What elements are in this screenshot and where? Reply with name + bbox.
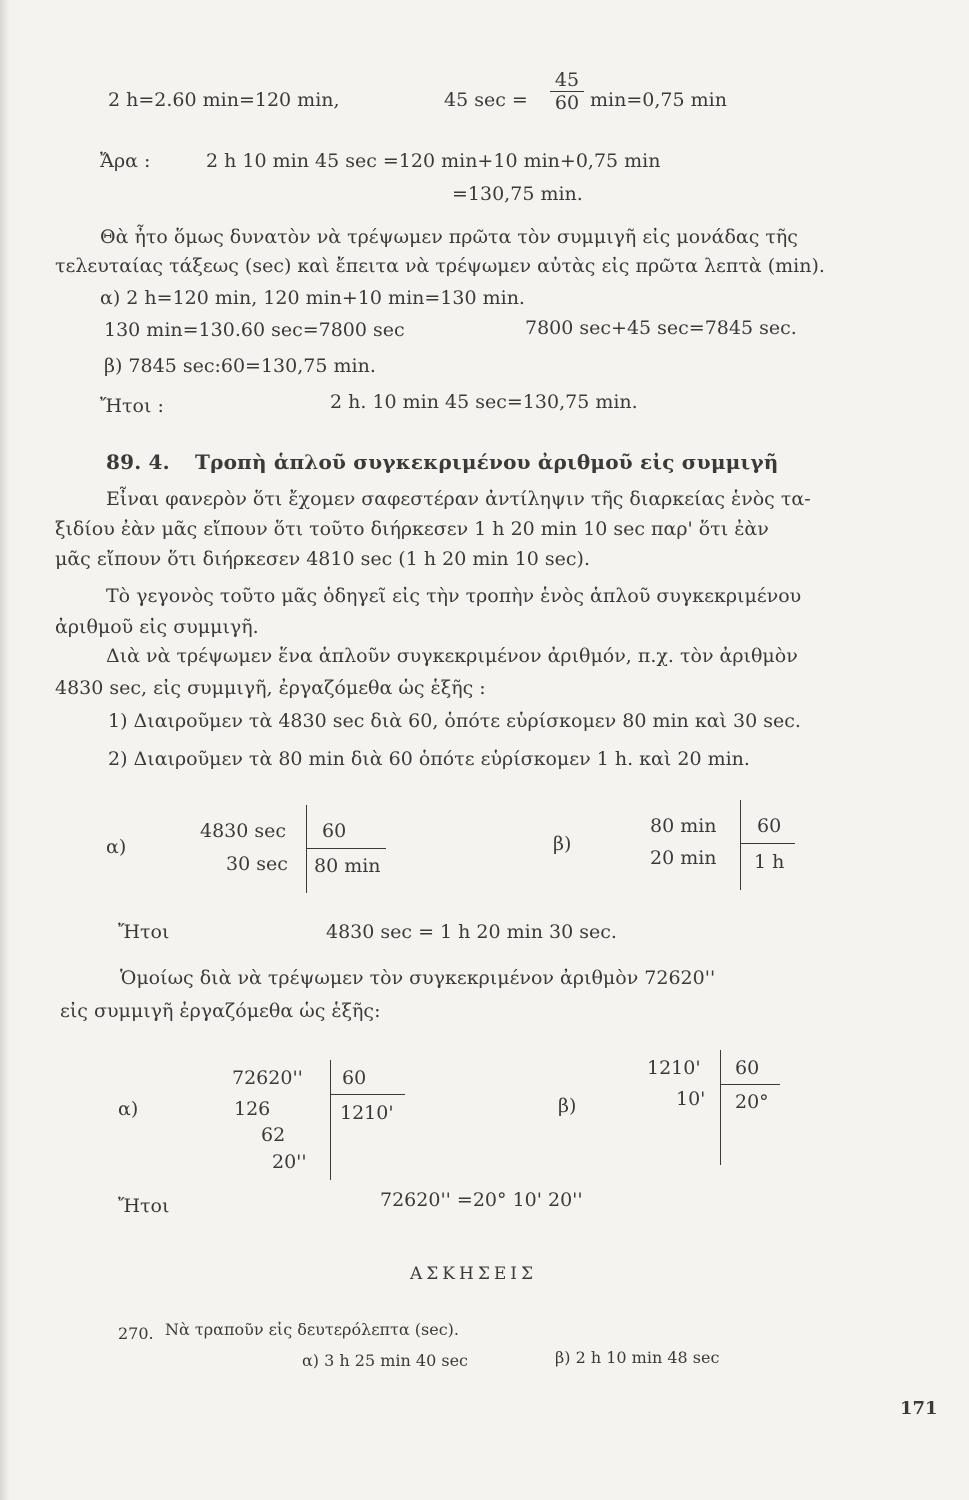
equation-minutes-result: min=0,75 min <box>590 89 727 111</box>
ara-label: Ἄρα : <box>100 150 151 172</box>
paragraph-line: Ὁμοίως διὰ νὰ τρέψωμεν τὸν συγκεκριμένον ἀριθμὸν 72620'' <box>120 967 716 989</box>
division-beta-label: β) <box>558 1095 577 1117</box>
exercise-number: 270. <box>118 1324 154 1343</box>
ara-result: =130,75 min. <box>452 183 583 205</box>
paragraph-line: Εἶναι φανερὸν ὅτι ἔχομεν σαφεστέραν ἀντίληψιν τῆς διαρκείας ἑνὸς τα- <box>106 488 811 510</box>
etoi-label: Ἤτοι : <box>100 395 164 417</box>
paragraph-line: μᾶς εἴπουν ὅτι διήρκεσεν 4810 sec (1 h 20 min 10 sec). <box>55 548 590 570</box>
ara-expression: 2 h 10 min 45 sec =120 min+10 min+0,75 min <box>206 150 661 172</box>
step-alpha-line: α) 2 h=120 min, 120 min+10 min=130 min. <box>100 287 525 309</box>
division-vertical-line <box>330 1060 331 1180</box>
paragraph-line: Τὸ γεγονὸς τοῦτο μᾶς ὁδηγεῖ εἰς τὴν τροπὴν ἑνὸς ἁπλοῦ συγκεκριμένου <box>106 585 802 607</box>
fraction-denominator: 60 <box>554 92 580 114</box>
step-beta-line: β) 7845 sec:60=130,75 min. <box>104 355 376 377</box>
division-divisor: 60 <box>322 820 347 842</box>
division-quotient: 20° <box>735 1091 769 1113</box>
division-quotient: 1210' <box>340 1102 394 1124</box>
step-seconds-line: 130 min=130.60 sec=7800 sec <box>104 319 405 341</box>
division-divisor: 60 <box>757 815 782 837</box>
exercise-text: Νὰ τραποῦν εἰς δευτερόλεπτα (sec). <box>165 1320 459 1339</box>
step-one: 1) Διαιροῦμεν τὰ 4830 sec διὰ 60, ὁπότε εὑρίσκομεν 80 min καὶ 30 sec. <box>108 710 801 732</box>
page-edge-shadow <box>0 0 10 1500</box>
paragraph-line: Διὰ νὰ τρέψωμεν ἕνα ἁπλοῦν συγκεκριμένον ἀριθμόν, π.χ. τὸν ἀριθμὸν <box>106 645 798 667</box>
division-alpha-label: α) <box>118 1098 139 1120</box>
division-dividend: 1210' <box>647 1057 701 1079</box>
division-beta-label: β) <box>553 833 572 855</box>
division-quotient: 1 h <box>754 851 785 873</box>
division-vertical-line <box>740 800 741 890</box>
division-remainder: 126 <box>234 1098 271 1120</box>
division-divisor: 60 <box>342 1067 367 1089</box>
result-expression: 4830 sec = 1 h 20 min 30 sec. <box>326 921 617 943</box>
division-horizontal-line <box>306 848 386 849</box>
division-horizontal-line <box>740 843 795 844</box>
exercise-option-a: α) 3 h 25 min 40 sec <box>302 1351 468 1370</box>
division-remainder: 10' <box>676 1088 706 1110</box>
equation-hours-to-minutes: 2 h=2.60 min=120 min, <box>108 89 340 111</box>
division-remainder: 62 <box>261 1124 286 1146</box>
section-number: 89. 4. <box>106 450 170 474</box>
paragraph-line: ἀριθμοῦ εἰς συμμιγῆ. <box>55 616 259 638</box>
paragraph-line: τελευταίας τάξεως (sec) καὶ ἔπειτα νὰ τρέψωμεν αὐτὰς εἰς πρῶτα λεπτὰ (min). <box>55 255 825 277</box>
equation-seconds-label: 45 sec = <box>444 89 528 111</box>
section-title: Τροπὴ ἁπλοῦ συγκεκριμένου ἀριθμοῦ εἰς συμμιγῆ <box>195 450 779 474</box>
division-dividend: 80 min <box>650 815 717 837</box>
paragraph-line: 4830 sec, εἰς συμμιγῆ, ἐργαζόμεθα ὡς ἑξῆς : <box>55 677 486 699</box>
division-alpha-label: α) <box>106 836 127 858</box>
division-horizontal-line <box>720 1084 780 1085</box>
division-remainder: 20 min <box>650 847 717 869</box>
result-label: Ἤτοι <box>118 921 170 943</box>
paragraph-line: εἰς συμμιγῆ ἐργαζόμεθα ὡς ἑξῆς: <box>60 1000 381 1022</box>
etoi-expression: 2 h. 10 min 45 sec=130,75 min. <box>330 391 638 413</box>
division-dividend: 4830 sec <box>200 820 287 842</box>
division-remainder: 30 sec <box>226 853 288 875</box>
step-seconds-sum: 7800 sec+45 sec=7845 sec. <box>525 317 797 339</box>
exercises-heading: ΑΣΚΗΣΕΙΣ <box>410 1264 537 1284</box>
division-remainder: 20'' <box>272 1151 307 1173</box>
division-dividend: 72620'' <box>232 1067 303 1089</box>
result-expression: 72620'' =20° 10' 20'' <box>380 1189 583 1211</box>
division-horizontal-line <box>330 1094 405 1095</box>
division-quotient: 80 min <box>314 855 381 877</box>
exercise-option-b: β) 2 h 10 min 48 sec <box>555 1348 720 1367</box>
division-vertical-line <box>306 805 307 893</box>
step-two: 2) Διαιροῦμεν τὰ 80 min διὰ 60 ὁπότε εὑρίσκομεν 1 h. καὶ 20 min. <box>108 748 750 770</box>
paragraph-line: ξιδίου ἐὰν μᾶς εἴπουν ὅτι τοῦτο διήρκεσεν 1 h 20 min 10 sec παρ' ὅτι ἐὰν <box>55 518 769 540</box>
division-vertical-line <box>720 1050 721 1165</box>
division-divisor: 60 <box>735 1057 760 1079</box>
paragraph-line: Θὰ ἦτο ὅμως δυνατὸν νὰ τρέψωμεν πρῶτα τὸν συμμιγῆ εἰς μονάδας τῆς <box>100 226 798 248</box>
result-label: Ἤτοι <box>118 1195 170 1217</box>
page-number: 171 <box>900 1398 938 1419</box>
fraction-numerator: 45 <box>554 69 580 91</box>
fraction-45-over-60 <box>550 70 584 113</box>
